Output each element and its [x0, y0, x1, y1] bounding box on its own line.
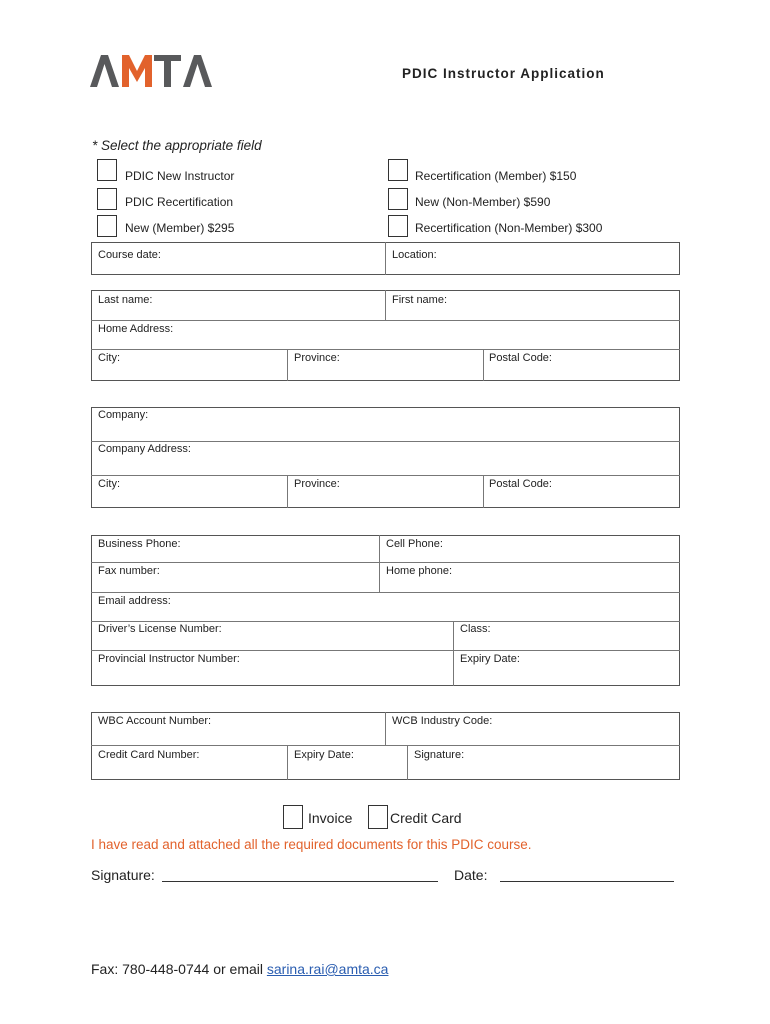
wbc-account-label: WBC Account Number:: [98, 715, 212, 727]
last-name-field[interactable]: [92, 291, 384, 319]
provincial-instructor-field[interactable]: [92, 651, 452, 685]
class-label: Class:: [460, 623, 491, 635]
email-label: Email address:: [98, 595, 171, 607]
fax-number-field[interactable]: [92, 563, 378, 591]
instructor-expiry-field[interactable]: [454, 651, 679, 685]
company-address-label: Company Address:: [98, 443, 191, 455]
credit-card-number-label: Credit Card Number:: [98, 749, 200, 761]
company-label: Company:: [98, 409, 149, 421]
checkbox-pdic-new-instructor[interactable]: [97, 159, 117, 181]
location-label: Location:: [392, 249, 437, 261]
signature-field[interactable]: [162, 862, 438, 882]
checkbox-recert-non-member[interactable]: [388, 215, 408, 237]
provincial-instructor-label: Provincial Instructor Number:: [98, 653, 240, 665]
home-phone-label: Home phone:: [386, 565, 453, 577]
company-province-label: Province:: [294, 478, 340, 490]
drivers-license-label: Driver’s License Number:: [98, 623, 222, 635]
checkbox-credit-card[interactable]: [368, 805, 388, 829]
cell-phone-field[interactable]: [380, 536, 679, 561]
first-name-label: First name:: [392, 294, 448, 306]
company-postal-code-field[interactable]: [484, 476, 679, 507]
fax-number-label: Fax number:: [98, 565, 160, 577]
course-date-label: Course date:: [98, 249, 161, 261]
province-field[interactable]: [288, 350, 482, 380]
city-label: City:: [98, 352, 120, 364]
checkbox-new-member[interactable]: [97, 215, 117, 237]
option-pdic-new-instructor: PDIC New Instructor: [125, 169, 235, 183]
option-new-member: New (Member) $295: [125, 221, 235, 235]
invoice-label: Invoice: [308, 810, 353, 826]
postal-code-label: Postal Code:: [489, 352, 552, 364]
date-label: Date:: [454, 867, 488, 883]
wbc-account-field[interactable]: [92, 713, 384, 744]
company-field[interactable]: [92, 408, 679, 440]
declaration-text: I have read and attached all the required documents for this PDIC course.: [91, 837, 532, 852]
wcb-industry-label: WCB Industry Code:: [392, 715, 493, 727]
drivers-license-field[interactable]: [92, 622, 452, 649]
company-city-label: City:: [98, 478, 120, 490]
date-field[interactable]: [500, 862, 674, 882]
company-city-field[interactable]: [92, 476, 286, 507]
page-title: PDIC Instructor Application: [402, 66, 605, 81]
company-postal-code-label: Postal Code:: [489, 478, 552, 490]
business-phone-field[interactable]: [92, 536, 378, 561]
company-province-field[interactable]: [288, 476, 482, 507]
business-phone-label: Business Phone:: [98, 538, 181, 550]
amta-logo: [90, 54, 212, 88]
city-field[interactable]: [92, 350, 286, 380]
wcb-industry-field[interactable]: [386, 713, 679, 744]
card-expiry-field[interactable]: [288, 746, 406, 779]
signature-label: Signature:: [91, 867, 155, 883]
checkbox-recert-member[interactable]: [388, 159, 408, 181]
option-pdic-recertification: PDIC Recertification: [125, 195, 234, 209]
email-field[interactable]: [92, 593, 679, 620]
card-signature-label: Signature:: [414, 749, 465, 761]
select-instructions: * Select the appropriate field: [92, 138, 262, 153]
checkbox-new-non-member[interactable]: [388, 188, 408, 210]
postal-code-field[interactable]: [484, 350, 679, 380]
cell-phone-label: Cell Phone:: [386, 538, 443, 550]
footer-contact: [91, 961, 388, 977]
last-name-label: Last name:: [98, 294, 153, 306]
class-field[interactable]: [454, 622, 679, 649]
footer-fax-text: Fax: 780-448-0744 or email: [91, 961, 267, 977]
option-recert-non-member: Recertification (Non-Member) $300: [415, 221, 603, 235]
home-address-label: Home Address:: [98, 323, 174, 335]
home-phone-field[interactable]: [380, 563, 679, 591]
course-date-field[interactable]: [92, 243, 384, 274]
credit-card-number-field[interactable]: [92, 746, 286, 779]
checkbox-invoice[interactable]: [283, 805, 303, 829]
company-address-field[interactable]: [92, 442, 679, 474]
location-field[interactable]: [386, 243, 679, 274]
option-new-non-member: New (Non-Member) $590: [415, 195, 551, 209]
instructor-expiry-label: Expiry Date:: [460, 653, 520, 665]
first-name-field[interactable]: [386, 291, 679, 319]
card-expiry-label: Expiry Date:: [294, 749, 354, 761]
email-link[interactable]: sarina.rai@amta.ca: [266, 961, 389, 977]
credit-card-label: Credit Card: [390, 810, 462, 826]
province-label: Province:: [294, 352, 340, 364]
option-recert-member: Recertification (Member) $150: [415, 169, 577, 183]
card-signature-field[interactable]: [408, 746, 679, 779]
home-address-field[interactable]: [92, 321, 679, 348]
checkbox-pdic-recertification[interactable]: [97, 188, 117, 210]
